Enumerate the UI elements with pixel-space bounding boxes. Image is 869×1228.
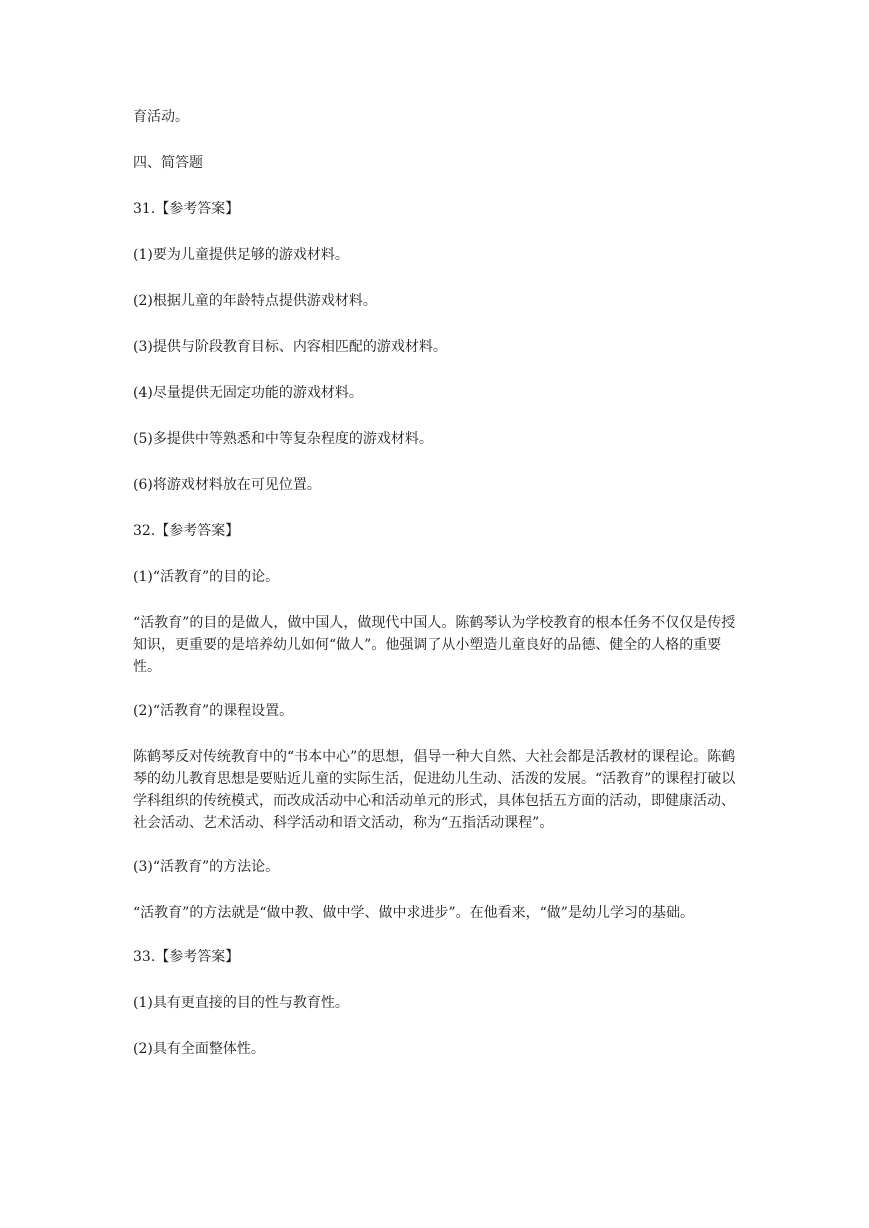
q31-point-5: (5)多提供中等熟悉和中等复杂程度的游戏材料。 — [133, 431, 433, 447]
q31-point-2: (2)根据儿童的年龄特点提供游戏材料。 — [133, 293, 377, 309]
q33-point-1: (1)具有更直接的目的性与教育性。 — [133, 995, 349, 1011]
q32-point-2-title: (2)“活教育”的课程设置。 — [133, 703, 294, 719]
paragraph-continuation: 育活动。 — [133, 109, 189, 125]
q31-point-4: (4)尽量提供无固定功能的游戏材料。 — [133, 385, 363, 401]
q32-point-2-body: 陈鹤琴反对传统教育中的“书本中心”的思想，倡导一种大自然、大社会都是活教材的课程论。陈鹤琴的幼儿教育思想是要贴近儿童的实际生活，促进幼儿生动、活泼的发展。“活教育”的课程打破以学科组织的传统模式，而改成活动中心和活动单元的形式，具体包括五方面的活动，即健康活动、社会活动、艺术活动、科学活动和语文活动，称为“五指活动课程”。 — [133, 749, 736, 831]
question-32-heading: 32.【参考答案】 — [133, 523, 240, 539]
q33-point-2: (2)具有全面整体性。 — [133, 1041, 265, 1057]
question-33-heading: 33.【参考答案】 — [133, 949, 240, 965]
question-31-heading: 31.【参考答案】 — [133, 201, 240, 217]
answer-content — [133, 106, 738, 1084]
q32-point-3-body: “活教育”的方法就是“做中教、做中学、做中求进步”。在他看来，“做”是幼儿学习的基础。 — [133, 905, 694, 921]
q32-point-1-title: (1)“活教育”的目的论。 — [133, 569, 280, 585]
section-heading: 四、简答题 — [133, 155, 203, 171]
q32-point-3-title: (3)“活教育”的方法论。 — [133, 859, 280, 875]
q31-point-3: (3)提供与阶段教育目标、内容相匹配的游戏材料。 — [133, 339, 447, 355]
q32-point-1-body: “活教育”的目的是做人，做中国人，做现代中国人。陈鹤琴认为学校教育的根本任务不仅仅是传授知识，更重要的是培养幼儿如何“做人”。他强调了从小塑造儿童良好的品德、健全的人格的重要性。 — [133, 615, 736, 675]
q31-point-6: (6)将游戏材料放在可见位置。 — [133, 477, 321, 493]
q31-point-1: (1)要为儿童提供足够的游戏材料。 — [133, 247, 349, 263]
